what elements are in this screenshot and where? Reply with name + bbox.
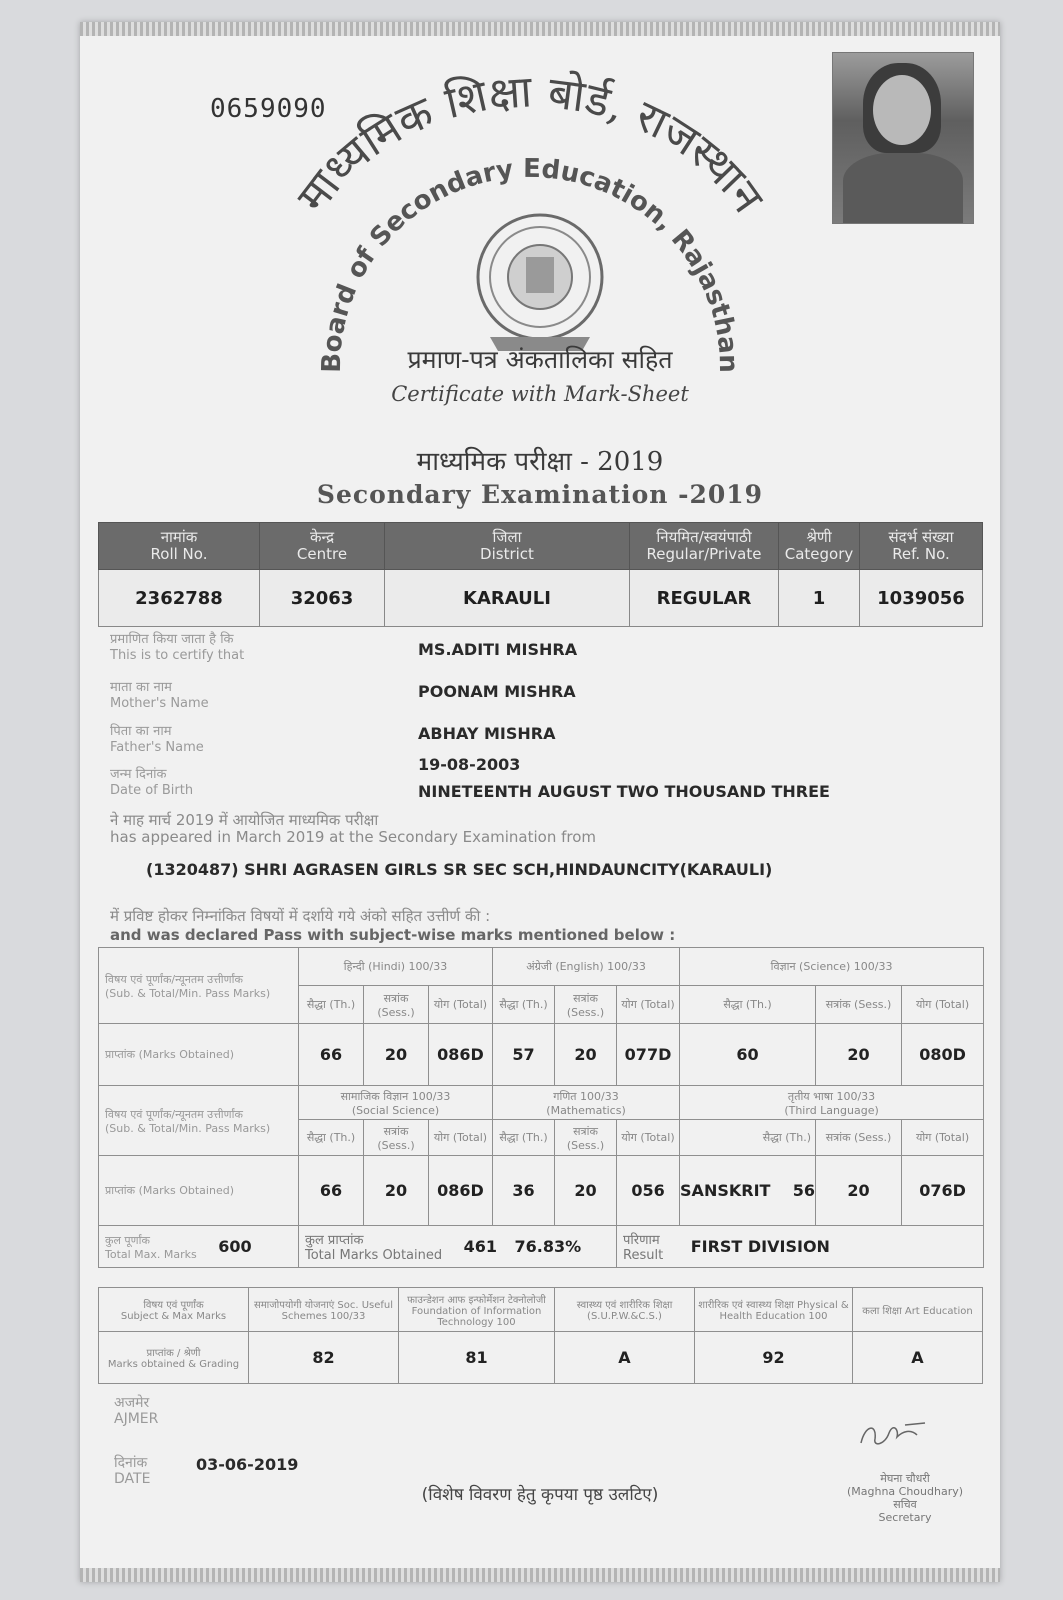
board-emblem (230, 67, 830, 387)
place-label: अजमेर AJMER (114, 1395, 159, 1427)
roll-no-value: 2362788 (99, 570, 260, 627)
sess-header: सत्रांक (Sess.) (816, 1120, 902, 1156)
father-name: ABHAY MISHRA (418, 724, 556, 743)
col-regular-private: नियमित/स्वयंपाठी Regular/Private (630, 523, 779, 570)
total-header: योग (Total) (429, 986, 493, 1024)
board-name-english: Board of Secondary Education, Rajasthan (316, 153, 744, 374)
total-max-value: 600 (218, 1237, 252, 1256)
district-value: KARAULI (385, 570, 630, 627)
school-name: (1320487) SHRI AGRASEN GIRLS SR SEC SCH,HINDAUNCITY(KARAULI) (146, 860, 773, 879)
total-header: योग (Total) (617, 1120, 680, 1156)
english-total: 077D (617, 1024, 680, 1086)
total-max-cell: कुल पूर्णांक Total Max. Marks 600 (99, 1226, 299, 1268)
obtained-label-cell: प्राप्तांक (Marks Obtained) (99, 1024, 299, 1086)
col-centre: केन्द्र Centre (260, 523, 385, 570)
subject-mathematics: गणित 100/33 (Mathematics) (493, 1086, 680, 1120)
th-header: सैद्धा (Th.) (299, 986, 364, 1024)
col-district: जिला District (385, 523, 630, 570)
sess-header: सत्रांक (Sess.) (364, 986, 429, 1024)
signatory-role-english: Secretary (878, 1511, 932, 1524)
marksheet-paper (80, 22, 1000, 1582)
board-name-hindi: माध्यमिक शिक्षा बोर्ड, राजस्थान (287, 67, 774, 223)
english-th: 57 (493, 1024, 555, 1086)
ref-no-value: 1039056 (860, 570, 983, 627)
third-language-th: SANSKRIT 56 (680, 1156, 816, 1226)
science-total: 080D (902, 1024, 984, 1086)
art-education-header: कला शिक्षा Art Education (853, 1288, 983, 1332)
declared-english: and was declared Pass with subject-wise marks mentioned below : (110, 926, 676, 944)
subject-science: विज्ञान (Science) 100/33 (680, 948, 984, 986)
social-sess: 20 (364, 1156, 429, 1226)
hindi-sess: 20 (364, 1024, 429, 1086)
exam-title-hindi: माध्यमिक परीक्षा - 2019 (416, 447, 664, 477)
th-header: सैद्धा (Th.) (493, 1120, 555, 1156)
date-label: दिनांक DATE (114, 1455, 151, 1487)
subject-marks-table (98, 947, 984, 1268)
third-language-sess: 20 (816, 1156, 902, 1226)
dob-label: जन्म दिनांक Date of Birth (110, 767, 194, 798)
th-header: सैद्धा (Th.) (680, 986, 816, 1024)
english-sess: 20 (555, 1024, 617, 1086)
th-header: सैद्धा (Th.) (299, 1120, 364, 1156)
phe-value: 92 (695, 1332, 853, 1384)
result-value: FIRST DIVISION (690, 1237, 830, 1256)
appeared-hindi: ने माह मार्च 2019 में आयोजित माध्यमिक परीक्षा (110, 811, 379, 829)
obtained-label-cell: प्राप्तांक (Marks Obtained) (99, 1156, 299, 1226)
student-name: MS.ADITI MISHRA (418, 640, 578, 659)
science-th: 60 (680, 1024, 816, 1086)
centre-value: 32063 (260, 570, 385, 627)
signatory-name-english: (Maghna Choudhary) (846, 1485, 964, 1498)
hindi-total: 086D (429, 1024, 493, 1086)
total-header: योग (Total) (902, 1120, 984, 1156)
total-obtained-cell: कुल प्राप्तांक Total Marks Obtained 461 76.83% (299, 1226, 617, 1268)
certificate-title-hindi: प्रमाण-पत्र अंकतालिका सहित (407, 345, 673, 374)
third-language-total: 076D (902, 1156, 984, 1226)
additional-subjects-table (98, 1287, 983, 1384)
total-header: योग (Total) (902, 986, 984, 1024)
supw-header: स्वास्थ्य एवं शारीरिक शिक्षा (S.U.P.W.&C.S.) (555, 1288, 695, 1332)
father-label: पिता का नाम Father's Name (110, 724, 204, 755)
supw-value: A (555, 1332, 695, 1384)
appeared-english: has appeared in March 2019 at the Secondary Examination from (110, 828, 597, 846)
sess-header: सत्रांक (Sess.) (555, 986, 617, 1024)
maths-th: 36 (493, 1156, 555, 1226)
roll-info-table (98, 522, 983, 627)
phe-header: शारीरिक एवं स्वास्थ्य शिक्षा Physical & Health Education 100 (695, 1288, 853, 1332)
grade-obtained-label: प्राप्तांक / श्रेणी Marks obtained & Grading (99, 1332, 249, 1384)
sess-header: सत्रांक (Sess.) (816, 986, 902, 1024)
percentage-value: 76.83% (514, 1237, 582, 1256)
turn-over-note: (विशेष विवरण हेतु कृपया पृष्ठ उलटिए) (421, 1485, 659, 1505)
total-header: योग (Total) (429, 1120, 493, 1156)
social-total: 086D (429, 1156, 493, 1226)
col-category: श्रेणी Category (779, 523, 860, 570)
mother-label: माता का नाम Mother's Name (110, 680, 209, 711)
regular-private-value: REGULAR (630, 570, 779, 627)
fit-header: फाउन्डेशन आफ इन्फोर्मेशन टेक्नोलोजी Foundation of Information Technology 100 (399, 1288, 555, 1332)
certificate-title-english: Certificate with Mark-Sheet (391, 382, 689, 406)
col-ref-no: संदर्भ संख्या Ref. No. (860, 523, 983, 570)
signatory-block (825, 1442, 985, 1524)
student-photo (832, 52, 974, 224)
bottom-security-border (80, 1568, 1000, 1582)
maths-sess: 20 (555, 1156, 617, 1226)
th-header: सैद्धा (Th.) (493, 986, 555, 1024)
maths-total: 056 (617, 1156, 680, 1226)
sub-label-cell: विषय एवं पूर्णांक/न्यूनतम उत्तीर्णांक (Sub. & Total/Min. Pass Marks) (99, 948, 299, 1024)
dob-value: 19-08-2003 (418, 755, 521, 774)
third-language-name: SANSKRIT (680, 1181, 771, 1200)
issue-date: 03-06-2019 (196, 1455, 299, 1474)
sub-label-cell: विषय एवं पूर्णांक/न्यूनतम उत्तीर्णांक (Sub. & Total/Min. Pass Marks) (99, 1086, 299, 1156)
top-security-border (80, 22, 1000, 36)
science-sess: 20 (816, 1024, 902, 1086)
subject-social-science: सामाजिक विज्ञान 100/33 (Social Science) (299, 1086, 493, 1120)
soc-useful-schemes-header: समाजोपयोगी योजनाएं Soc. Useful Schemes 100/33 (249, 1288, 399, 1332)
subject-english: अंग्रेजी (English) 100/33 (493, 948, 680, 986)
hindi-th: 66 (299, 1024, 364, 1086)
sess-header: सत्रांक (Sess.) (555, 1120, 617, 1156)
subject-hindi: हिन्दी (Hindi) 100/33 (299, 948, 493, 986)
serial-number: 0659090 (210, 94, 327, 124)
mother-name: POONAM MISHRA (418, 682, 576, 701)
col-roll-no: नामांक Roll No. (99, 523, 260, 570)
signatory-role-hindi: सचिव (893, 1498, 917, 1511)
declared-hindi: में प्रविष्ट होकर निम्नांकित विषयों में दर्शाये गये अंको सहित उत्तीर्ण की : (110, 907, 491, 925)
result-cell: परिणाम Result FIRST DIVISION (617, 1226, 984, 1268)
certify-label: प्रमाणित किया जाता है कि This is to certify that (110, 632, 245, 663)
grade-label-cell: विषय एवं पूर्णांक Subject & Max Marks (99, 1288, 249, 1332)
dob-words: NINETEENTH AUGUST TWO THOUSAND THREE (418, 782, 830, 801)
signatory-name-hindi: मेघना चौधरी (880, 1472, 930, 1485)
category-value: 1 (779, 570, 860, 627)
fit-value: 81 (399, 1332, 555, 1384)
art-education-value: A (853, 1332, 983, 1384)
soc-useful-schemes-value: 82 (249, 1332, 399, 1384)
exam-title-english: Secondary Examination -2019 (316, 480, 764, 509)
sess-header: सत्रांक (Sess.) (364, 1120, 429, 1156)
board-seal-icon (478, 215, 602, 351)
total-obtained-value: 461 (463, 1237, 498, 1256)
th-header: सैद्धा (Th.) (680, 1120, 816, 1156)
total-header: योग (Total) (617, 986, 680, 1024)
social-th: 66 (299, 1156, 364, 1226)
subject-third-language: तृतीय भाषा 100/33 (Third Language) (680, 1086, 984, 1120)
